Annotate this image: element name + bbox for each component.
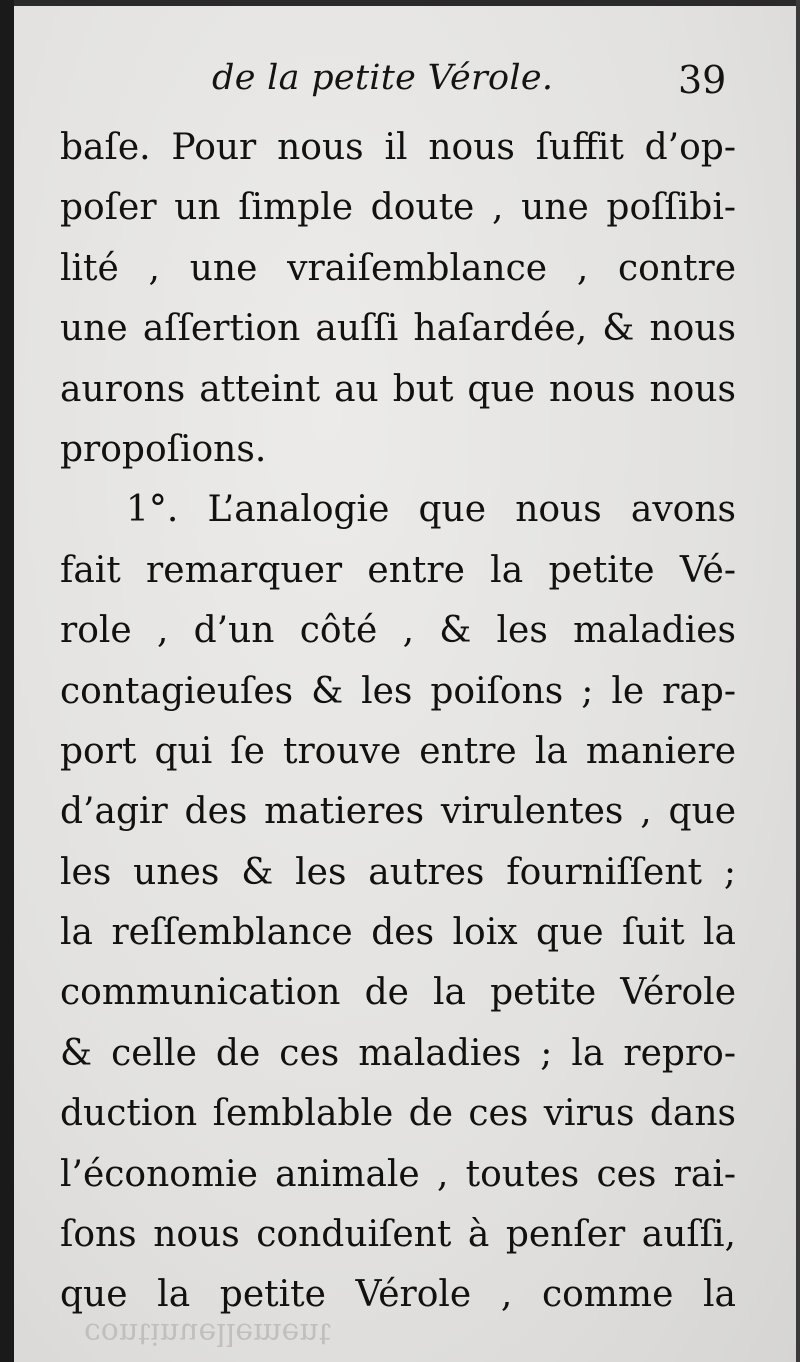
text-line: contagieuſes & les poiſons ; le rap- bbox=[60, 670, 736, 712]
bleed-through-text: continuellement bbox=[84, 1316, 331, 1351]
text-line: aurons atteint au but que nous nous bbox=[60, 368, 736, 410]
text-line: une aſſertion auſſi haſardée, & nous bbox=[60, 308, 736, 350]
text-line: que la petite Vérole , comme la bbox=[60, 1274, 736, 1316]
text-line: port qui ſe trouve entre la maniere bbox=[60, 730, 736, 772]
page-edge-left bbox=[0, 0, 14, 1362]
page-edge-right bbox=[796, 0, 800, 1362]
text-line: la reſſemblance des loix que ſuit la bbox=[60, 912, 736, 954]
book-page bbox=[14, 6, 796, 1362]
text-line: l’économie animale , toutes ces rai- bbox=[60, 1153, 736, 1195]
body-text bbox=[60, 118, 736, 1326]
text-line: poſer un ſimple doute , une poſſibi- bbox=[60, 187, 736, 229]
text-line: & celle de ces maladies ; la repro- bbox=[60, 1032, 736, 1074]
text-line: role , d’un côté , & les maladies bbox=[60, 610, 736, 652]
text-line: lité , une vraiſemblance , contre bbox=[60, 247, 736, 289]
text-line: fait remarquer entre la petite Vé- bbox=[60, 549, 736, 591]
page-header bbox=[14, 58, 796, 108]
text-line: duction ſemblable de ces virus dans bbox=[60, 1093, 736, 1135]
running-head: de la petite Vérole. bbox=[212, 58, 554, 98]
text-line: baſe. Pour nous il nous ſuffit d’op- bbox=[60, 127, 736, 168]
paragraph-start-line: 1°. L’analogie que nous avons bbox=[126, 489, 736, 531]
text-line: propoſions. bbox=[60, 428, 267, 470]
text-line: d’agir des matieres virulentes , que bbox=[60, 791, 736, 833]
text-line: les unes & les autres fourniſſent ; bbox=[60, 851, 736, 893]
text-line: communication de la petite Vérole bbox=[60, 972, 736, 1014]
page-number: 39 bbox=[678, 58, 727, 102]
text-line: ſons nous conduiſent à penſer auſſi, bbox=[60, 1214, 736, 1256]
